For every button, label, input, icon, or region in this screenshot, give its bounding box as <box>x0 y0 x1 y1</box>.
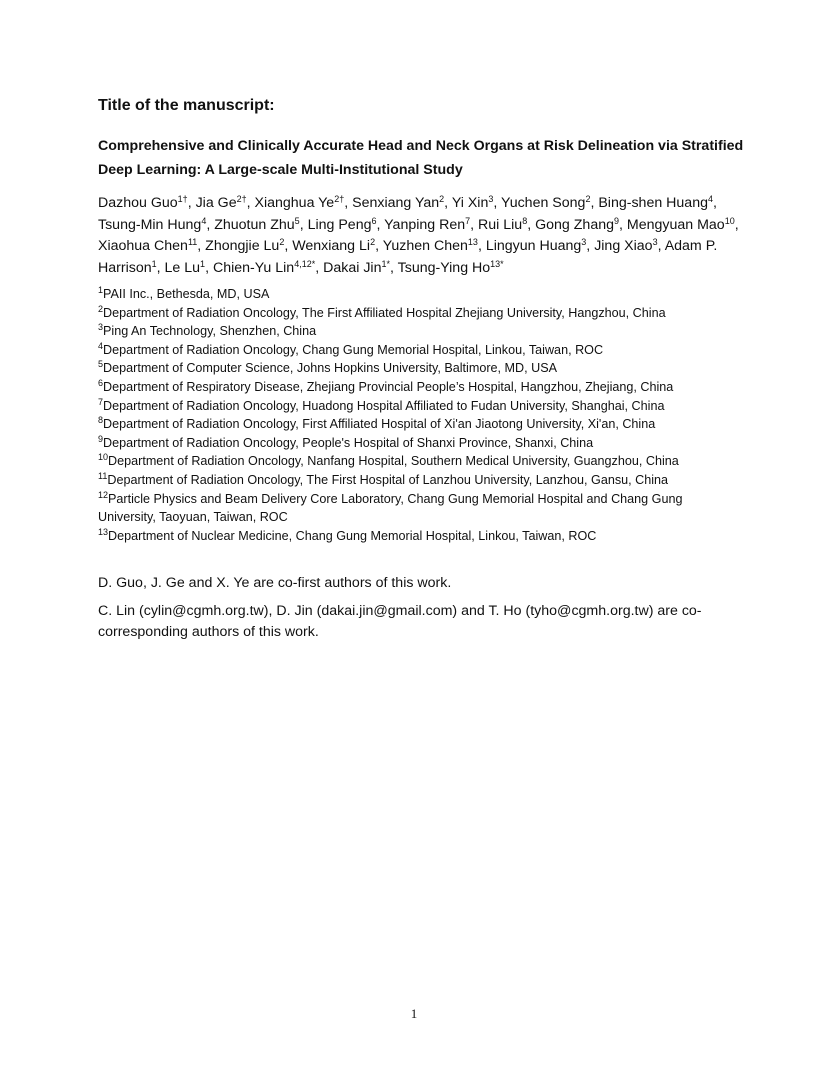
author-name: Jing Xiao <box>594 238 653 255</box>
affiliation-item <box>98 322 738 341</box>
author <box>196 195 247 211</box>
author-affiliation-mark: 7 <box>465 215 471 226</box>
author <box>452 195 494 211</box>
affiliation-text: Department of Radiation Oncology, People's Hospital of Shanxi Province, Shanxi, China <box>103 435 594 450</box>
author <box>594 238 657 254</box>
author-affiliation-mark: 2 <box>585 194 591 204</box>
author-affiliation-mark: 2 <box>439 194 445 204</box>
affiliation-number: 11 <box>98 470 108 481</box>
author-affiliation-mark: 3 <box>488 194 494 204</box>
author-name: Yuzhen Chen <box>382 238 468 255</box>
author <box>627 217 735 233</box>
affiliation-item <box>98 527 738 546</box>
affiliation-text: Department of Radiation Oncology, The First Hospital of Lanzhou University, Lanzhou, Gansu, China <box>107 472 669 487</box>
author-name: Xianghua Ye <box>254 195 335 211</box>
affiliation-item <box>98 304 738 323</box>
author-name: Yuchen Song <box>501 195 586 211</box>
author <box>598 195 713 211</box>
author-name: Zhuotun Zhu <box>214 216 295 233</box>
author-name: Chien-Yu Lin <box>212 259 295 276</box>
author-affiliation-mark: 4,12* <box>294 258 316 269</box>
author-affiliation-mark: 11 <box>187 237 198 248</box>
author <box>384 217 470 233</box>
author <box>501 195 590 211</box>
affiliation-text: PAII Inc., Bethesda, MD, USA <box>103 287 270 301</box>
author-name: Zhongjie Lu <box>205 238 280 255</box>
author-affiliation-mark: 1 <box>151 258 157 269</box>
affiliation-number: 9 <box>98 433 104 444</box>
author-name: Jia Ge <box>195 195 237 211</box>
author <box>486 238 586 254</box>
author-name: Bing-shen Huang <box>598 195 708 211</box>
author-name: Rui Liu <box>478 216 523 233</box>
affiliation-number: 7 <box>98 396 104 407</box>
author-affiliation-mark: 1 <box>200 258 206 269</box>
author <box>98 217 206 233</box>
author-affiliation-mark: 5 <box>294 215 300 226</box>
author-affiliation-mark: 1† <box>177 194 188 204</box>
author <box>165 260 206 276</box>
author-name: Wenxiang Li <box>292 238 371 255</box>
affiliation-number: 10 <box>98 452 109 463</box>
author-affiliation-mark: 4 <box>707 194 713 204</box>
affiliation-item <box>98 434 738 453</box>
affiliation-list <box>98 285 738 545</box>
author <box>383 238 478 254</box>
affiliation-item <box>98 490 738 527</box>
author-affiliation-mark: 9 <box>614 215 620 226</box>
affiliation-item <box>98 341 738 360</box>
affiliation-item <box>98 415 738 434</box>
author-list: Dazhou Guo$^{1\dagger}$, Jia $Ge^{2\dagger}$, Xianghua $Ye^{2\dagger}$, Senxiang Yan$^2$, Yi Xin$^3$, Yuchen Song$^2$, Bing-shen Huang$^4$, Tsung-Min Hung$^4$, Zhuotun Zhu$^5$, Ling Peng$^6$, Yanping Ren$^7$, Rui Liu$^8$, Gong Zhang$^9$, Mengyuan Mao$^{10}$, Xiaohua Chen$^{11}$, Zhongjie Lu$^2$, Wenxiang Li$^2$, Yuzhen Chen$^{13}$, Lingyun Huang$^3$, Jing Xiao$^3$, Adam P. Harrison$^1$, Le Lu$^1$, Chien-Yu Lin$^{4,12*}$, Dakai Jin$^{1*}$, Tsung-Ying $Ho^{13*}$ <box>98 194 739 276</box>
affiliation-item <box>98 378 738 397</box>
affiliation-number: 3 <box>98 322 104 333</box>
author <box>205 238 284 254</box>
affiliation-number: 12 <box>98 489 109 500</box>
author-name: Adam P. Harrison <box>98 238 718 276</box>
author <box>478 217 527 233</box>
author <box>535 217 619 233</box>
author <box>255 195 345 211</box>
author-name: Senxiang Yan <box>352 195 440 211</box>
affiliation-text: Ping An Technology, Shenzhen, China <box>103 324 317 339</box>
author-affiliation-mark: 2† <box>236 194 247 204</box>
affiliation-text: Department of Computer Science, Johns Hopkins University, Baltimore, MD, USA <box>103 361 558 376</box>
paper-title: Comprehensive and Clinically Accurate Head and Neck Organs at Risk Delineation via Stratified Deep Learning: A Large-scale Multi-Institutional Study <box>98 138 744 178</box>
affiliation-item <box>98 452 738 471</box>
author <box>214 217 299 233</box>
affiliation-item <box>98 285 738 304</box>
author <box>398 260 504 276</box>
affiliation-number: 6 <box>98 377 104 388</box>
author-affiliation-mark: 2 <box>370 237 376 248</box>
author-name: Le Lu <box>164 259 201 276</box>
author-affiliation-mark: 3 <box>652 237 658 248</box>
author-name: Gong Zhang <box>535 216 614 233</box>
author-affiliation-mark: 4 <box>201 215 207 226</box>
author-name: Yanping Ren <box>384 216 466 233</box>
author <box>352 195 444 211</box>
author-name: Tsung-Min Hung <box>98 216 202 233</box>
affiliation-text: Department of Radiation Oncology, Chang Gung Memorial Hospital, Linkou, Taiwan, ROC <box>103 342 604 357</box>
page-number: 1 <box>410 1006 418 1021</box>
author-affiliation-mark: 2 <box>279 237 285 248</box>
co-corresponding-authors-note: C. Lin (cylin@cgmh.org.tw), D. Jin (dakai.jin@gmail.com) and T. Ho (tyho@cgmh.org.tw) are co-corresponding authors of this work. <box>98 603 702 640</box>
author-affiliation-mark: 10 <box>724 215 735 226</box>
affiliation-text: Department of Radiation Oncology, The First Affiliated Hospital Zhejiang University, Hangzhou, China <box>103 305 666 320</box>
affiliation-number: 2 <box>98 303 104 314</box>
author <box>292 238 375 254</box>
affiliation-number: 1 <box>98 285 104 295</box>
author <box>213 260 315 276</box>
author <box>98 195 188 211</box>
author <box>98 238 197 254</box>
author-name: Tsung-Ying Ho <box>397 259 491 276</box>
affiliation-number: 4 <box>98 340 104 351</box>
author-affiliation-mark: 13 <box>467 237 478 248</box>
affiliation-number: 8 <box>98 415 104 426</box>
author-name: Lingyun Huang <box>485 238 582 255</box>
author-affiliation-mark: 13* <box>490 258 504 269</box>
affiliation-item <box>98 397 738 416</box>
affiliation-number: 5 <box>98 359 104 370</box>
affiliation-item <box>98 359 738 378</box>
author-name: Ling Peng <box>307 216 372 233</box>
author-name: Dazhou Guo <box>98 195 178 211</box>
affiliation-text: Department of Radiation Oncology, Huadong Hospital Affiliated to Fudan University, Shanghai, China <box>103 398 665 413</box>
author-affiliation-mark: 8 <box>522 215 528 226</box>
author-name: Mengyuan Mao <box>626 216 725 233</box>
affiliation-text: Department of Nuclear Medicine, Chang Gung Memorial Hospital, Linkou, Taiwan, ROC <box>108 528 597 543</box>
author-name: Yi Xin <box>451 195 489 211</box>
affiliation-text: Department of Radiation Oncology, Nanfang Hospital, Southern Medical University, Guangzhou, China <box>108 454 679 469</box>
affiliation-text: Department of Respiratory Disease, Zhejiang Provincial People’s Hospital, Hangzhou, Zhejiang, China <box>103 379 674 394</box>
author-affiliation-mark: 3 <box>581 237 587 248</box>
affiliation-item <box>98 471 738 490</box>
affiliation-number: 13 <box>98 526 109 537</box>
author-affiliation-mark: 1* <box>381 258 390 269</box>
author <box>323 260 390 276</box>
co-first-authors-note: D. Guo, J. Ge and X. Ye are co-first authors of this work. <box>98 575 452 591</box>
author-affiliation-mark: 6 <box>371 215 377 226</box>
affiliation-text: Department of Radiation Oncology, First Affiliated Hospital of Xi'an Jiaotong University, Xi'an, China <box>103 417 656 432</box>
author-name: Xiaohua Chen <box>98 238 188 255</box>
author <box>308 217 377 233</box>
affiliation-text: Particle Physics and Beam Delivery Core Laboratory, Chang Gung Memorial Hospital and Chang Gung University, Taoyuan, Taiwan, ROC <box>98 491 683 525</box>
manuscript-heading: Title of the manuscript: <box>98 97 275 114</box>
author-affiliation-mark: 2† <box>334 194 345 204</box>
author-name: Dakai Jin <box>323 259 382 276</box>
